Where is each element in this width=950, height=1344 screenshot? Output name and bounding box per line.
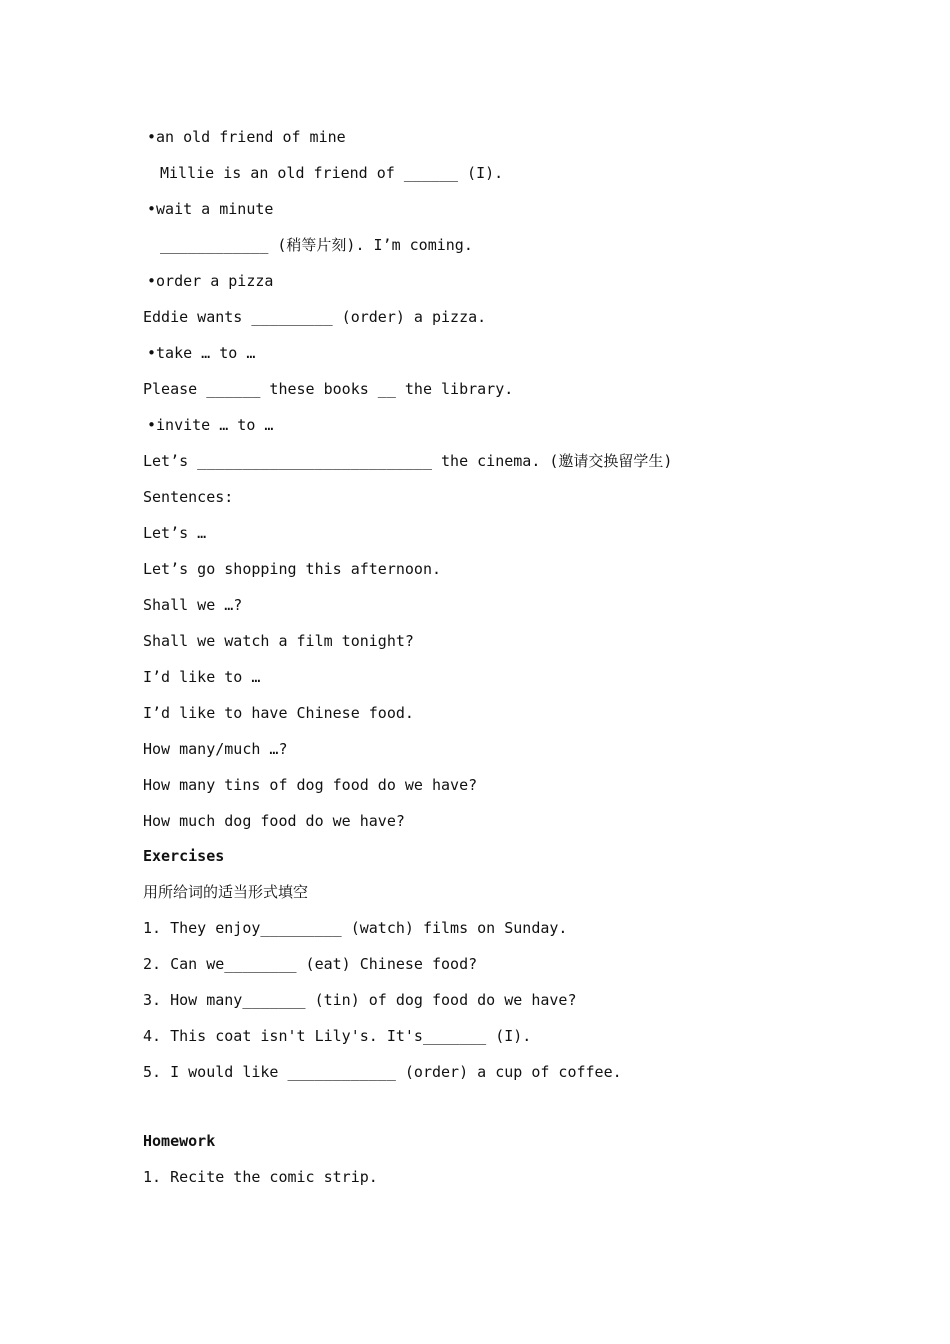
bullet: • <box>147 128 157 146</box>
phrase-example: Millie is an old friend of ______ (I). <box>160 164 504 182</box>
sentence-line: I’d like to have Chinese food. <box>143 704 414 722</box>
bullet: • <box>147 416 157 434</box>
phrase-example: Eddie wants _________ (order) a pizza. <box>143 308 487 326</box>
sentence-line: Shall we watch a film tonight? <box>143 632 414 650</box>
phrase-example: ____________ (稍等片刻). I’m coming. <box>160 236 473 254</box>
phrase-label: take … to … <box>156 344 256 362</box>
exercise-item: 4. This coat isn't Lily's. It's_______ (I). <box>143 1027 532 1045</box>
homework-item: 1. Recite the comic strip. <box>143 1168 378 1186</box>
bullet: • <box>147 200 157 218</box>
exercises-instruction: 用所给词的适当形式填空 <box>143 883 309 901</box>
exercise-item: 2. Can we________ (eat) Chinese food? <box>143 955 478 973</box>
bullet: • <box>147 272 157 290</box>
phrase-label: invite … to … <box>156 416 274 434</box>
sentence-line: I’d like to … <box>143 668 261 686</box>
phrase-item <box>147 127 346 147</box>
phrase-label: wait a minute <box>156 200 274 218</box>
sentence-line: How many tins of dog food do we have? <box>143 776 478 794</box>
sentence-line: How many/much …? <box>143 740 288 758</box>
sentences-heading: Sentences: <box>143 488 234 506</box>
sentence-line: Shall we …? <box>143 596 243 614</box>
sentence-line: Let’s go shopping this afternoon. <box>143 560 442 578</box>
phrase-item <box>147 199 273 219</box>
exercise-item: 1. They enjoy_________ (watch) films on Sunday. <box>143 919 568 937</box>
exercises-heading: Exercises <box>143 847 225 865</box>
phrase-item <box>147 271 273 291</box>
homework-heading: Homework <box>143 1132 216 1150</box>
phrase-item <box>147 343 255 363</box>
phrase-label: order a pizza <box>156 272 274 290</box>
exercise-item: 5. I would like ____________ (order) a cup of coffee. <box>143 1063 622 1081</box>
phrase-example: Please ______ these books __ the library. <box>143 380 514 398</box>
phrase-label: an old friend of mine <box>156 128 346 146</box>
phrase-example: Let’s __________________________ the cinema. (邀请交换留学生) <box>143 452 673 470</box>
phrase-item <box>147 415 273 435</box>
sentence-line: How much dog food do we have? <box>143 812 405 830</box>
bullet: • <box>147 344 157 362</box>
exercise-item: 3. How many_______ (tin) of dog food do we have? <box>143 991 577 1009</box>
sentence-line: Let’s … <box>143 524 207 542</box>
